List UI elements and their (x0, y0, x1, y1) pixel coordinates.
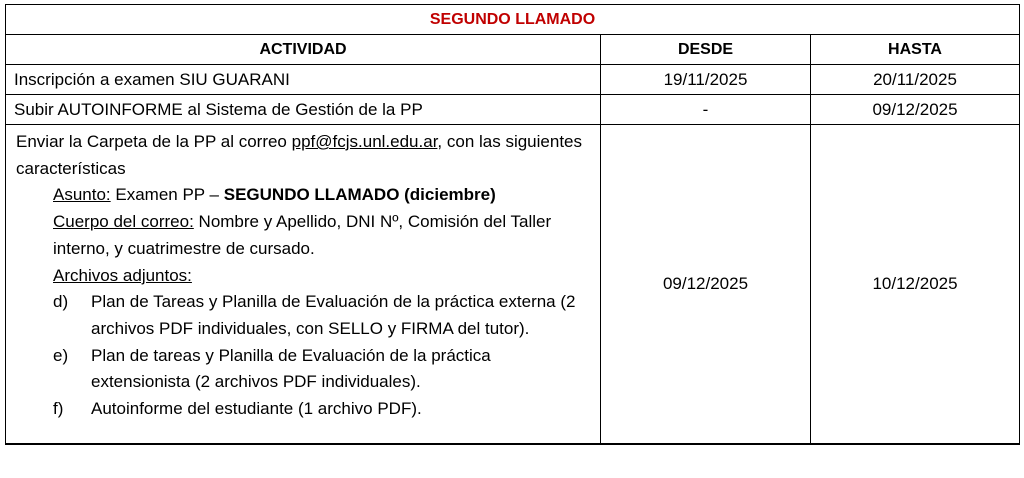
body-label: Cuerpo del correo: (53, 212, 194, 232)
header-row (6, 35, 1020, 65)
activity-cell (6, 125, 601, 444)
list-item (53, 289, 590, 342)
list-marker: e) (53, 345, 69, 365)
table-row (6, 95, 1020, 125)
subject-label: Asunto: (53, 185, 111, 205)
intro-suffix: , con las siguientes características (16, 132, 583, 178)
attachments-label: Archivos adjuntos: (53, 265, 192, 285)
list-item (53, 396, 590, 423)
activity-cell: Subir AUTOINFORME al Sistema de Gestión de la PP (6, 95, 601, 125)
to-cell: 20/11/2025 (811, 65, 1020, 95)
header-activity: ACTIVIDAD (6, 35, 601, 65)
from-cell: - (601, 95, 811, 125)
from-cell: 09/12/2025 (601, 125, 811, 444)
list-text: Plan de tareas y Planilla de Evaluación de la práctica extensionista (2 archivos PDF individuales). (91, 345, 491, 392)
header-from: DESDE (601, 35, 811, 65)
email-link[interactable]: ppf@fcjs.unl.edu.ar (291, 132, 438, 151)
body-text: Nombre y Apellido, DNI Nº, Comisión del Taller interno, y cuatrimestre de cursado. (53, 212, 552, 258)
list-marker: d) (53, 292, 69, 312)
intro-prefix: Enviar la Carpeta de la PP al correo (16, 132, 292, 151)
attachments-list (16, 289, 590, 423)
subject-line (16, 182, 590, 209)
list-text: Plan de Tareas y Planilla de Evaluación de la práctica externa (2 archivos PDF individuales, con SELLO y FIRMA del tutor). (91, 292, 576, 338)
attachments-label-line (16, 263, 590, 290)
activity-cell: Inscripción a examen SIU GUARANI (6, 65, 601, 95)
schedule-table (5, 4, 1020, 445)
header-to: HASTA (811, 35, 1020, 65)
table-row (6, 125, 1020, 444)
list-text: Autoinforme del estudiante (1 archivo PDF). (91, 399, 422, 419)
table-row (6, 65, 1020, 95)
to-cell: 09/12/2025 (811, 95, 1020, 125)
from-cell: 19/11/2025 (601, 65, 811, 95)
intro-text (16, 129, 590, 182)
subject-text: Examen PP – (110, 185, 224, 205)
to-cell: 10/12/2025 (811, 125, 1020, 444)
list-item (53, 343, 590, 396)
subject-bold: SEGUNDO LLAMADO (diciembre) (223, 185, 496, 205)
list-marker: f) (53, 399, 64, 419)
table-title: SEGUNDO LLAMADO (6, 5, 1020, 35)
body-line (16, 209, 590, 262)
